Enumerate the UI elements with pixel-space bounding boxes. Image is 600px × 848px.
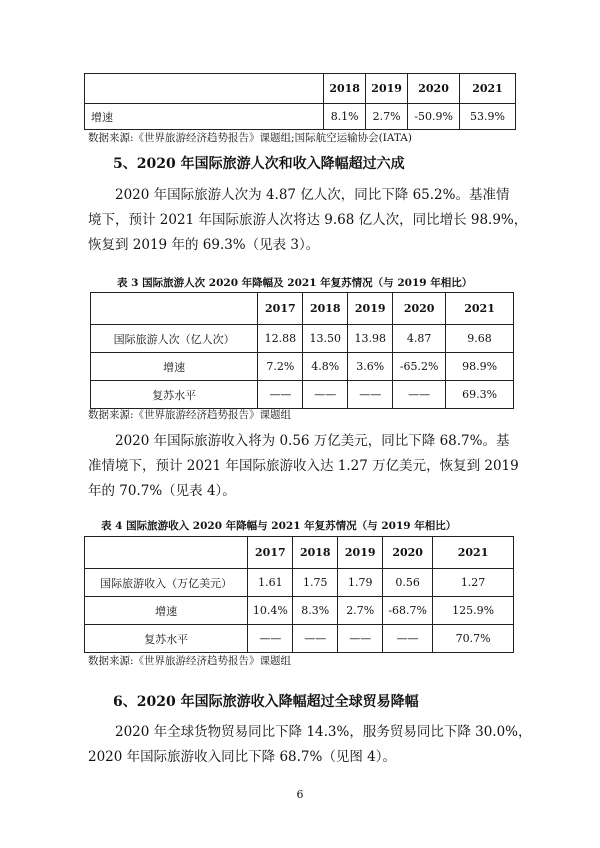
table-cell: 98.9% [446,353,514,381]
table-cell: -50.9% [408,104,460,130]
table-cell: —— [293,625,338,653]
table-cell: 8.3% [293,597,338,625]
row-label: 复苏水平 [91,381,258,409]
table-row [91,325,514,353]
row-label: 增速 [85,104,324,130]
table-cell: —— [248,625,293,653]
table-cell: 1.61 [248,569,293,597]
row-label: 复苏水平 [85,625,248,653]
table-row [85,569,514,597]
table-cell: 4.8% [303,353,348,381]
table-header-cell: 2018 [293,537,338,569]
paragraph [88,429,518,504]
row-label: 增速 [91,353,258,381]
table-header-cell: 2020 [393,293,446,325]
table-header-cell: 2017 [248,537,293,569]
table-cell: 2.7% [338,597,383,625]
paragraph-line: 境下，预计 2021 年国际旅游人次将达 9.68 亿人次，同比增长 98.9%， [88,212,528,228]
table-cell: —— [338,625,383,653]
table-header-cell: 2021 [446,293,514,325]
table-cell: —— [348,381,393,409]
table-cell: 1.79 [338,569,383,597]
table-caption: 表 4 国际旅游收入 2020 年降幅与 2021 年复苏情况（与 2019 年相比） [101,520,457,532]
table-header-cell: 2019 [366,74,408,104]
table-cell: 4.87 [393,325,446,353]
row-label: 增速 [85,597,248,625]
row-label: 国际旅游人次（亿人次） [91,325,258,353]
source-note: 数据来源:《世界旅游经济趋势报告》课题组;国际航空运输协会(IATA) [88,132,412,144]
table-caption: 表 3 国际旅游人次 2020 年降幅及 2021 年复苏情况（与 2019 年相比） [117,277,473,289]
table-header-cell: 2021 [460,74,516,104]
paragraph-line: 2020 年全球货物贸易同比下降 14.3%，服务贸易同比下降 30.0%， [115,724,532,740]
table-4 [84,536,514,653]
table-cell: 1.75 [293,569,338,597]
table-header-cell [91,293,258,325]
paragraph-line: 2020 年国际旅游收入同比下降 68.7%（见图 4）。 [88,749,396,765]
row-label: 国际旅游收入（万亿美元） [85,569,248,597]
table-cell: —— [258,381,303,409]
table-cell: 3.6% [348,353,393,381]
table-header-cell: 2018 [324,74,366,104]
table-header-cell: 2018 [303,293,348,325]
table-cell: 13.50 [303,325,348,353]
table-header-cell: 2017 [258,293,303,325]
table-cell: 2.7% [366,104,408,130]
table-header-cell: 2019 [348,293,393,325]
table-cell: 125.9% [433,597,514,625]
table-header-row [85,74,516,104]
table-row [85,597,514,625]
table-cell: 0.56 [383,569,433,597]
table-cell: 10.4% [248,597,293,625]
table-header-row [91,293,514,325]
table-header-cell: 2019 [338,537,383,569]
table-cell: -65.2% [393,353,446,381]
paragraph-line: 准情境下，预计 2021 年国际旅游收入达 1.27 万亿美元，恢复到 2019 [88,458,519,474]
table-cell: 8.1% [324,104,366,130]
table-cell: 1.27 [433,569,514,597]
table-cell: -68.7% [383,597,433,625]
paragraph [88,183,528,258]
section-heading: 5、2020 年国际旅游人次和收入降幅超过六成 [113,156,405,172]
page-number: 6 [296,788,304,801]
table-header-cell [85,74,324,104]
source-note: 数据来源:《世界旅游经济趋势报告》课题组 [88,409,292,421]
table-cell: 70.7% [433,625,514,653]
table-header-cell: 2020 [408,74,460,104]
paragraph-line: 2020 年国际旅游人次为 4.87 亿人次，同比下降 65.2%。基准情 [115,187,510,203]
table-header-cell [85,537,248,569]
table-top [84,73,516,130]
section-heading: 6、2020 年国际旅游收入降幅超过全球贸易降幅 [113,694,419,710]
table-header-cell: 2020 [383,537,433,569]
table-cell: —— [393,381,446,409]
table-3 [90,292,514,409]
table-cell: 13.98 [348,325,393,353]
table-cell: 53.9% [460,104,516,130]
table-header-cell: 2021 [433,537,514,569]
paragraph-line: 年的 70.7%（见表 4）。 [88,483,236,499]
table-row [85,104,516,130]
paragraph [88,720,532,770]
table-cell: —— [383,625,433,653]
table-cell: —— [303,381,348,409]
table-row [91,353,514,381]
table-cell: 7.2% [258,353,303,381]
table-cell: 69.3% [446,381,514,409]
table-row [91,381,514,409]
paragraph-line: 2020 年国际旅游收入将为 0.56 万亿美元，同比下降 68.7%。基 [115,433,510,449]
table-cell: 9.68 [446,325,514,353]
table-row [85,625,514,653]
source-note: 数据来源:《世界旅游经济趋势报告》课题组 [88,655,292,667]
table-header-row [85,537,514,569]
table-cell: 12.88 [258,325,303,353]
paragraph-line: 恢复到 2019 年的 69.3%（见表 3）。 [88,237,320,253]
